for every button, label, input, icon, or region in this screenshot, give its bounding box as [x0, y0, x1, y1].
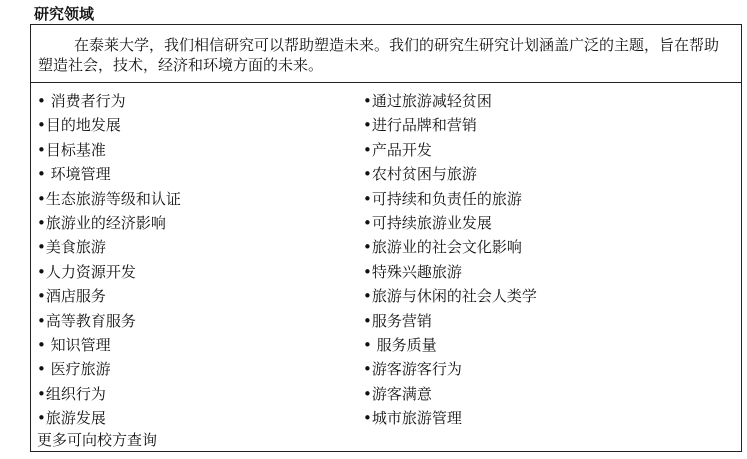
list-item: •酒店服务 — [37, 287, 106, 306]
research-areas-box — [30, 24, 742, 452]
list-item: •服务营销 — [363, 311, 432, 330]
list-item: •美食旅游 — [37, 238, 106, 257]
section-heading: 研究领域 — [34, 5, 95, 23]
list-item: •生态旅游等级和认证 — [37, 189, 181, 208]
list-item: • 环境管理 — [37, 165, 111, 184]
list-item: •旅游业的社会文化影响 — [363, 238, 522, 257]
list-item: •农村贫困与旅游 — [363, 165, 477, 184]
list-item: •旅游业的经济影响 — [37, 213, 166, 232]
list-item: •高等教育服务 — [37, 311, 136, 330]
list-item: •旅游发展 — [37, 409, 106, 428]
list-item: •产品开发 — [363, 140, 432, 159]
list-item: • 知识管理 — [37, 335, 111, 354]
list-item: •人力资源开发 — [37, 262, 136, 281]
list-item: • 医疗旅游 — [37, 360, 111, 379]
list-item: •目标基准 — [37, 140, 106, 159]
research-list-left — [37, 89, 181, 430]
list-item: •通过旅游减轻贫困 — [363, 92, 492, 110]
list-item: •目的地发展 — [37, 116, 121, 135]
research-list-right — [363, 89, 537, 430]
list-item: •可持续和负责任的旅游 — [363, 189, 522, 208]
list-item: •游客游客行为 — [363, 360, 462, 379]
list-item: •游客满意 — [363, 384, 432, 403]
list-item: •旅游与休闲的社会人类学 — [363, 287, 537, 306]
list-item: •特殊兴趣旅游 — [363, 262, 462, 281]
list-item: • 服务质量 — [363, 335, 437, 354]
list-item: •城市旅游管理 — [363, 409, 462, 428]
more-info-note: 更多可向校方查询 — [37, 431, 158, 449]
list-item: •进行品牌和营销 — [363, 116, 477, 135]
list-item: •组织行为 — [37, 384, 106, 403]
intro-paragraph: 在泰莱大学，我们相信研究可以帮助塑造未来。我们的研究生研究计划涵盖广泛的主题，旨在帮助塑造社会，技术，经济和环境方面的未来。 — [31, 25, 741, 83]
list-item: • 消费者行为 — [37, 92, 126, 110]
list-item: •可持续旅游业发展 — [363, 213, 492, 232]
